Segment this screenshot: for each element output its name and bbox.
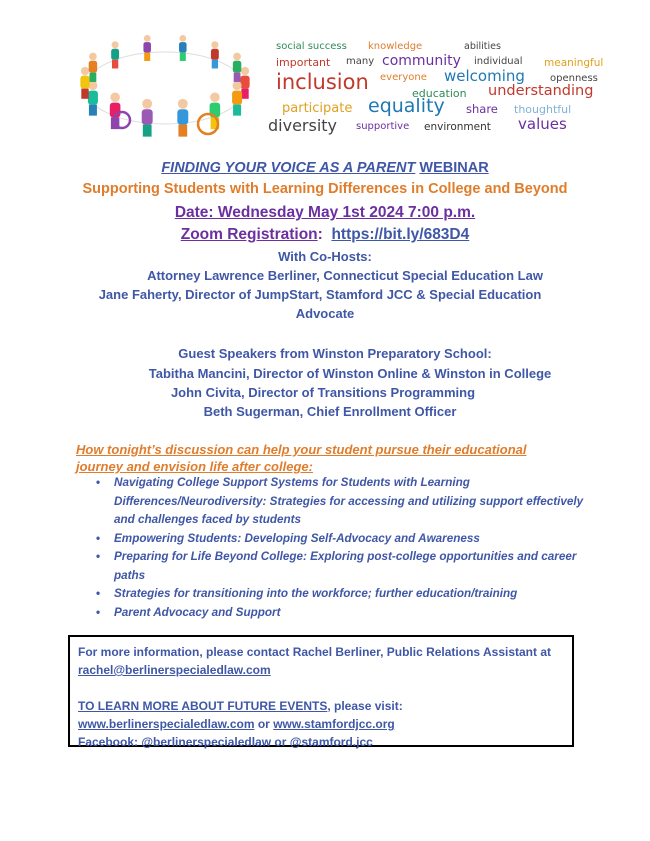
learn-more-text: , please visit: bbox=[327, 699, 403, 713]
guest-speaker-1: Tabitha Mancini, Director of Winston Online & Winston in College bbox=[148, 366, 552, 381]
cohost-2-cont: Advocate bbox=[295, 306, 355, 321]
person-figure bbox=[143, 35, 151, 61]
website-link-stamfordjcc[interactable]: www.stamfordjcc.org bbox=[273, 717, 395, 731]
title-plain: WEBINAR bbox=[419, 160, 489, 176]
word-cloud-word: share bbox=[466, 102, 498, 116]
discussion-heading: How tonight’s discussion can help your student pursue their educational journey and envision life after college: bbox=[76, 442, 527, 474]
word-cloud-word: supportive bbox=[356, 121, 410, 132]
person-figure bbox=[233, 53, 241, 82]
list-item: • Navigating College Support Systems for Students with Learning Differences/Neurodiversity: Strategies for accessing and utilizing support effectively and challenges faced by students bbox=[96, 474, 586, 530]
zoom-link[interactable]: https://bit.ly/683D4 bbox=[331, 226, 470, 243]
cohost-2: Jane Faherty, Director of JumpStart, Stamford JCC & Special Education bbox=[98, 287, 542, 302]
person-figure bbox=[80, 67, 89, 99]
page-title bbox=[0, 160, 650, 176]
word-cloud-word: education bbox=[412, 87, 467, 100]
word-cloud-word: equality bbox=[368, 95, 445, 117]
word-cloud-word: many bbox=[346, 56, 375, 67]
cohosts-heading: With Co-Hosts: bbox=[278, 249, 372, 264]
word-cloud-word: social success bbox=[276, 41, 347, 52]
person-figure bbox=[142, 99, 153, 137]
word-cloud-word: knowledge bbox=[368, 41, 423, 52]
person-figure bbox=[179, 35, 187, 61]
subtitle: Supporting Students with Learning Differences in College and Beyond bbox=[82, 181, 568, 197]
word-cloud bbox=[268, 28, 628, 138]
word-cloud-word: everyone bbox=[380, 72, 427, 83]
event-date: Date: Wednesday May 1st 2024 7:00 p.m. bbox=[174, 204, 476, 221]
list-item: • Strategies for transitioning into the workforce; further education/training bbox=[96, 585, 586, 604]
learn-more-heading: TO LEARN MORE ABOUT FUTURE EVENTS bbox=[78, 699, 328, 713]
word-cloud-word: community bbox=[382, 53, 461, 69]
title-italic: FINDING YOUR VOICE AS A PARENT bbox=[161, 160, 416, 176]
guest-speaker-3: Beth Sugerman, Chief Enrollment Officer bbox=[203, 404, 457, 419]
word-cloud-word: participate bbox=[282, 101, 353, 116]
person-figure bbox=[177, 99, 188, 137]
person-figure bbox=[89, 53, 97, 82]
word-cloud-word: thoughtful bbox=[514, 103, 572, 116]
discussion-list bbox=[96, 474, 586, 622]
cohost-1: Attorney Lawrence Berliner, Connecticut Special Education Law bbox=[147, 268, 543, 283]
word-cloud-word: welcoming bbox=[444, 67, 525, 85]
person-figure bbox=[211, 41, 219, 68]
guest-speaker-2: John Civita, Director of Transitions Programming bbox=[170, 385, 476, 400]
contact-box bbox=[68, 635, 574, 747]
word-cloud-word: understanding bbox=[488, 83, 594, 99]
word-cloud-word: meaningful bbox=[544, 57, 604, 69]
header-banner bbox=[0, 28, 650, 138]
word-cloud-word: inclusion bbox=[276, 70, 369, 94]
zoom-registration: Zoom Registration: https://bit.ly/683D4 bbox=[180, 226, 470, 243]
facebook-text: Facebook: @berlinerspecialedlaw or @stamford.jcc bbox=[78, 735, 373, 749]
list-item: • Parent Advocacy and Support bbox=[96, 604, 586, 623]
guests-heading: Guest Speakers from Winston Preparatory School: bbox=[178, 346, 492, 361]
contact-email-link[interactable]: rachel@berlinerspecialedlaw.com bbox=[78, 663, 271, 677]
word-cloud-word: values bbox=[518, 115, 567, 133]
list-item: • Preparing for Life Beyond College: Exploring post-college opportunities and career paths bbox=[96, 548, 586, 585]
word-cloud-word: important bbox=[276, 56, 331, 69]
list-item: • Empowering Students: Developing Self-Advocacy and Awareness bbox=[96, 530, 586, 549]
word-cloud-word: openness bbox=[550, 73, 598, 84]
word-cloud-word: abilities bbox=[464, 41, 501, 52]
word-cloud-word: individual bbox=[474, 56, 523, 67]
website-link-berliner[interactable]: www.berlinerspecialedlaw.com bbox=[78, 717, 255, 731]
zoom-label: Zoom Registration bbox=[180, 226, 318, 243]
or-text: or bbox=[254, 717, 274, 731]
person-figure bbox=[111, 41, 119, 68]
word-cloud-word: diversity bbox=[268, 116, 338, 135]
person-figure bbox=[232, 81, 242, 116]
people-circle-illustration bbox=[60, 28, 270, 138]
contact-text: For more information, please contact Rachel Berliner, Public Relations Assistant at bbox=[78, 645, 552, 659]
word-cloud-word: environment bbox=[424, 121, 491, 133]
